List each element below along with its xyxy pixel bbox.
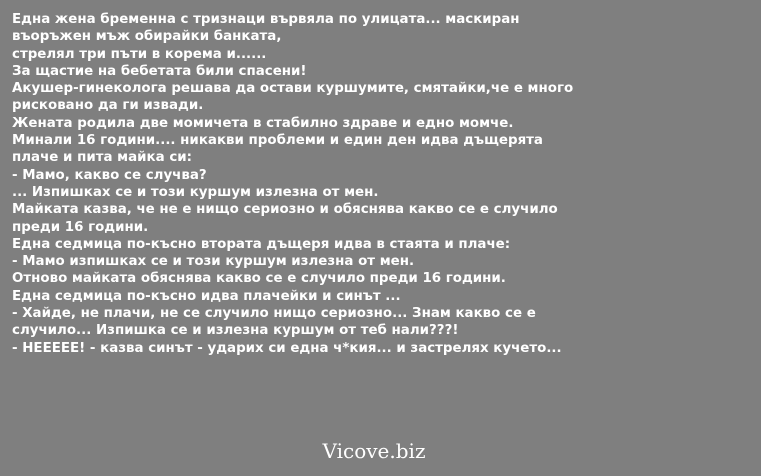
joke-line: Една седмица по-късно втората дъщеря идва в стаята и плаче:	[12, 236, 511, 252]
joke-line: Акушер-гинеколога решава да остави куршумите, смятайки,че е много	[12, 81, 574, 97]
joke-line: плаче и пита майка си:	[12, 150, 192, 166]
joke-line: въоръжен мъж обирайки банката,	[12, 29, 282, 45]
joke-line: Една седмица по-късно идва плачейки и синът ...	[12, 288, 401, 304]
joke-line: - Хайде, не плачи, не се случило нищо сериозно... Знам какво се е	[12, 306, 536, 322]
joke-text	[12, 11, 752, 357]
joke-line: Майката казва, че не е нищо сериозно и обяснява какво се е случило	[12, 202, 558, 218]
joke-line: За щастие на бебетата били спасени!	[12, 63, 307, 79]
joke-line: стрелял три пъти в корема и......	[12, 46, 267, 62]
joke-line: - Мамо, какво се случва?	[12, 167, 207, 183]
joke-line: - Мамо изпишках се и този куршум излезна от мен.	[12, 254, 415, 270]
joke-line: преди 16 години.	[12, 219, 149, 235]
joke-line: - НЕЕЕЕЕ! - казва синът - ударих си една ч*кия... и застрелях кучето...	[12, 340, 562, 356]
joke-line: Една жена бременна с тризнаци вървяла по улицата... маскиран	[12, 12, 520, 27]
joke-line: рисковано да ги извади.	[12, 98, 204, 114]
joke-line: ... Изпишках се и този куршум излезна от мен.	[12, 184, 379, 200]
joke-line: случило... Изпишка се и излезна куршум от теб нали???!	[12, 323, 459, 339]
joke-line: Жената родила две момичета в стабилно здраве и едно момче.	[12, 115, 514, 131]
joke-line: Отново майката обяснява какво се е случило преди 16 години.	[12, 271, 506, 287]
site-watermark: Vicove.biz	[322, 439, 426, 463]
joke-line: Минали 16 години.... никакви проблеми и един ден идва дъщерята	[12, 133, 543, 149]
